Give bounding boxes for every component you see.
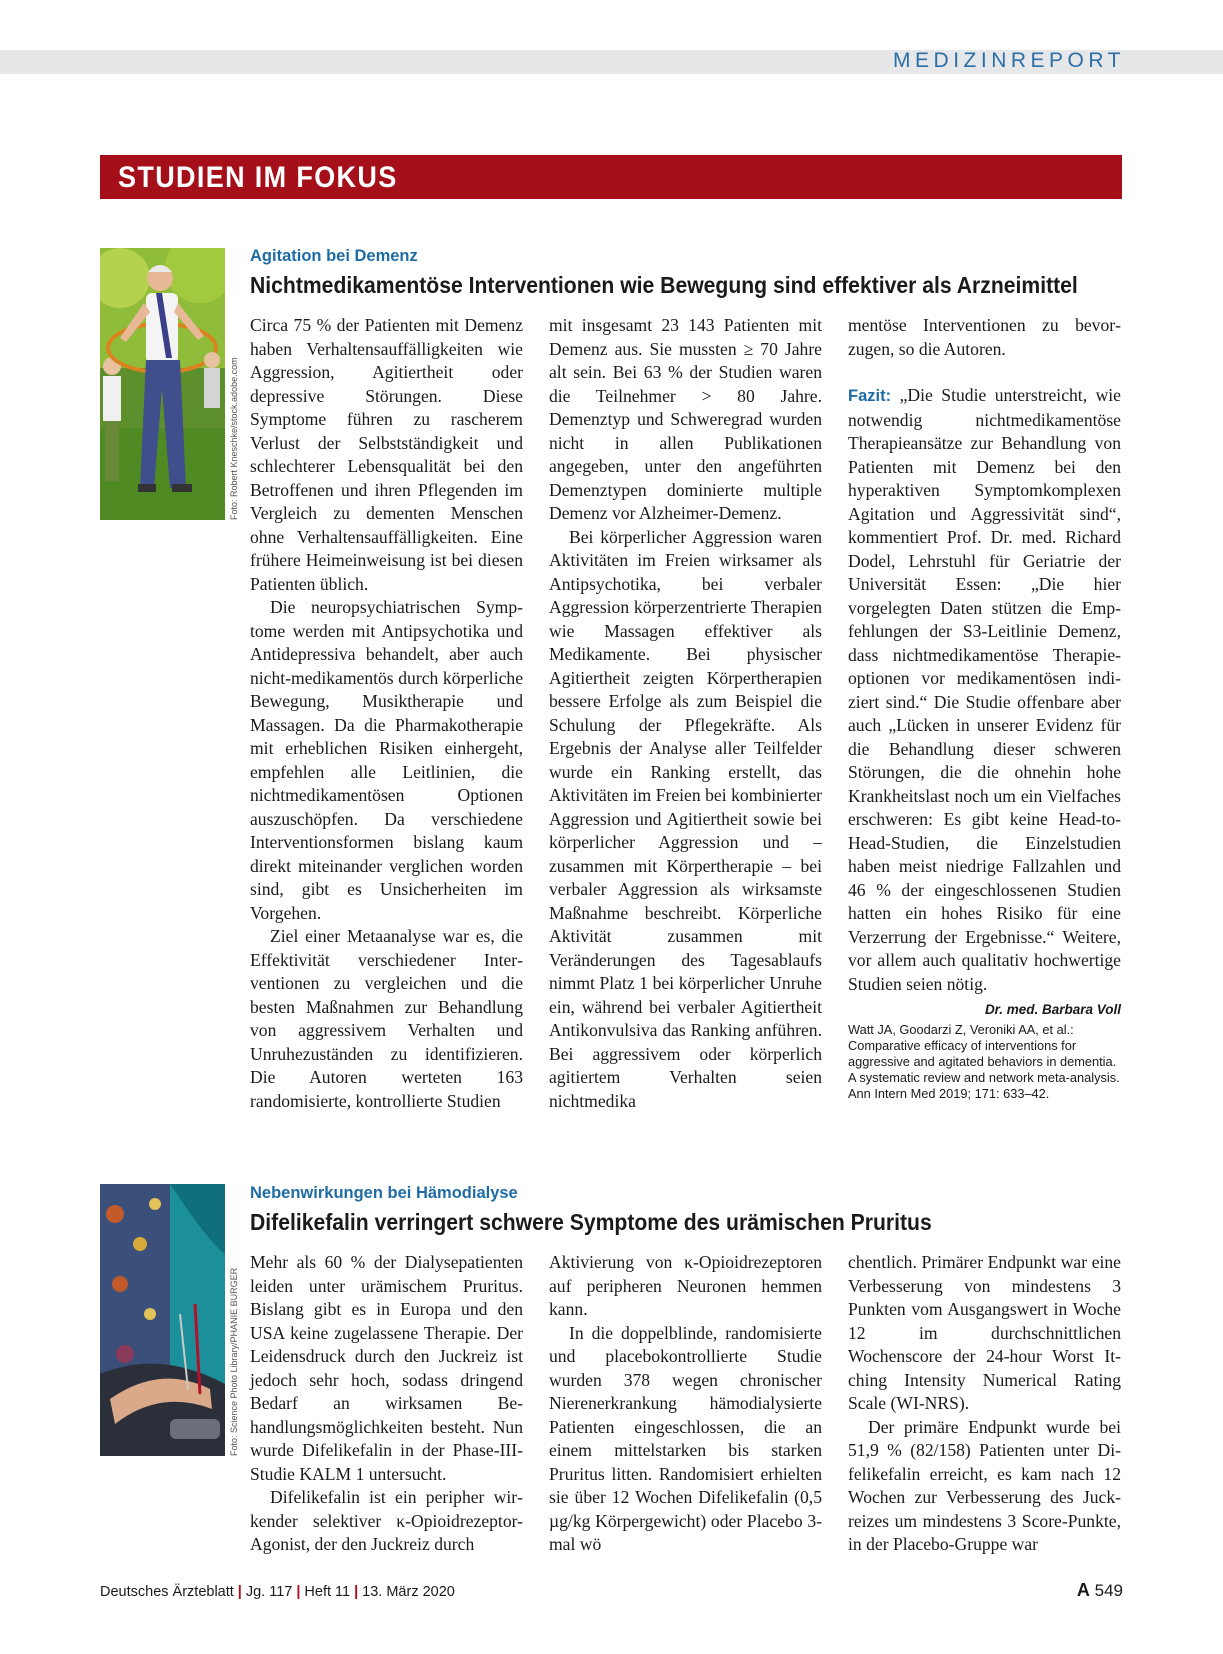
separator: |: [237, 1584, 242, 1600]
article2-column-1: [250, 1251, 523, 1557]
section-label: MEDIZINREPORT: [893, 49, 1125, 72]
article2-headline: Difelikefalin verringert schwere Symptome des urämischen Pruritus: [250, 1209, 932, 1235]
article1-headline: Nichtmedikamentöse Interventionen wie Bewegung sind effektiver als Arzneimittel: [250, 272, 1078, 298]
article2-column-3: [848, 1251, 1121, 1557]
footer-citation: [100, 1584, 455, 1600]
paragraph: Ziel einer Metaanalyse war es, die Effektivität verschiedener Interventionen zu vergleichen und die besten Maßnahmen zur Behandlung von aggressivem Verhalten und Unruhezuständen zu identifizieren. Die Autoren werteten 163 randomisierte, kontrollierte Studien: [250, 926, 523, 1111]
article1-column-3: [848, 314, 1121, 1102]
issue-date: 13. März 2020: [362, 1584, 455, 1600]
banner-title: STUDIEN IM FOKUS: [118, 161, 398, 194]
article2-photo-credit: Foto: Science Photo Library/PHANIE BURGER: [229, 1267, 239, 1456]
fazit-label: Fazit:: [848, 387, 892, 405]
article2-kicker: Nebenwirkungen bei Hämodialyse: [250, 1184, 518, 1202]
page-prefix: A: [1076, 1580, 1090, 1600]
paragraph: Mehr als 60 % der Dialysepatienten leiden unter urämischem Pruritus. Bislang gibt es in Europa und den USA keine zugelassene Therapie. Der Leidensdruck durch den Juckreiz ist jedoch sehr hoch, sodass dringend Bedarf an wirksamen Behandlungsmöglichkeiten besteht. Nun wurde Difelikefalin in der Phase-III-Studie KALM 1 untersucht.: [250, 1252, 523, 1484]
article1-kicker: Agitation bei Demenz: [250, 247, 418, 265]
author-name: Dr. med. Barbara Voll: [984, 1002, 1121, 1017]
paragraph: In die doppelblinde, randomisierte und placebokontrollierte Studie wurden 378 wegen chronischer Nierenerkrankung hämodialysierte Patienten eingeschlossen, die an einem mittelstarken bis starken Pruritus litten. Randomisiert erhielten sie über 12 Wochen Difelikefalin (0,5 µg/kg Körpergewicht) oder Placebo 3-mal wö: [549, 1322, 822, 1554]
article1-column-1: [250, 314, 523, 1113]
volume: Jg. 117: [245, 1584, 293, 1600]
article1-column-2: [549, 314, 822, 1113]
paragraph: Der primäre Endpunkt wurde bei 51,9 % (82/158) Patienten unter Difelikefalin erreicht, es kam nach 12 Wochen zur Verbesserung des Juckreizes um mindestens 3 Score-Punkte, in der Placebo-Gruppe war: [848, 1416, 1121, 1554]
paragraph: mit insgesamt 23 143 Patienten mit Demenz aus. Sie mussten ≥ 70 Jahre alt sein. Bei 63 % der Studien waren die Teilnehmer > 80 Jahre. Demenztyp und Schweregrad wurden nicht in allen Publikationen angegeben, unter den angeführten Demenztypen dominierte multiple Demenz vor Alzheimer-Demenz.: [549, 315, 822, 523]
separator: |: [354, 1584, 359, 1600]
journal-name: Deutsches Ärzteblatt: [100, 1584, 234, 1600]
paragraph: chentlich. Primärer Endpunkt war eine Verbesserung von mindestens 3 Punkten vom Ausgangswert in Woche 12 im durchschnittlichen Wochenscore der 24-hour Worst Itching Intensity Numerical Rating Scale (WI-NRS).: [848, 1252, 1121, 1413]
fazit-paragraph: [848, 384, 1121, 1017]
issue: Heft 11: [304, 1584, 351, 1600]
dialysis-patient-photo: [100, 1184, 225, 1456]
fazit-text: „Die Studie unterstreicht, wie notwendig nichtmedikamentöse Therapieansätze zur Behandlung von Patienten mit Demenz bei den hyperaktiven Symptomkomplexen Agitation und Aggressivität sind“, kommentiert Prof. Dr. med. Richard Dodel, Lehrstuhl für Geriatrie der Universität Essen: „Die hier vorgelegten Daten stützen die Empfehlungen der S3-Leitlinie Demenz, dass nichtmedikamentöse Therapieoptionen vor medikamentösen indiziert sind.“ Die Studie offenbare aber auch „Lücken in unserer Evidenz für die Behandlung dieser schweren Störungen, die die ohnehin hohe Krankheitslast noch um ein Vielfaches erschweren: Es gibt keine Head-to-Head-Studien, die Einzelstudien haben meist niedrige Fallzahlen und 46 % der eingeschlossenen Studien hatten ein hohes Risiko für eine Verzerrung der Ergebnisse.“ Weitere, vor allem auch qualitativ hochwertige Studien seien nötig.: [848, 385, 1121, 994]
article2-column-2: [549, 1251, 822, 1557]
senior-exercise-photo: [100, 248, 225, 520]
paragraph: Difelikefalin ist ein peripher wirkender selektiver κ-Opioidrezeptor-Agonist, der den Juckreiz durch: [250, 1487, 523, 1554]
page-number-value: 549: [1094, 1581, 1123, 1600]
reference: Watt JA, Goodarzi Z, Veroniki AA, et al.: Comparative efficacy of interventions for aggressive and agitated behaviors in dementia. A systematic review and network meta-analysis. Ann Intern Med 2019; 171: 633–42.: [848, 1021, 1120, 1101]
article1-photo: [100, 248, 225, 520]
paragraph: Circa 75 % der Patienten mit Demenz haben Verhaltensauffälligkeiten wie Aggression, Agitiertheit oder depressive Störungen. Diese Symptome führen zu rascherem Verlust der Selbstständigkeit und schlechterer Lebensqualität bei den Betroffenen und ihren Pflegenden im Vergleich zu dementen Menschen ohne Verhaltensauffälligkeiten. Eine frühere Heimeinweisung ist bei diesen Patienten üblich.: [250, 315, 523, 594]
paragraph: Bei körperlicher Aggression waren Aktivitäten im Freien wirksamer als Antipsychotika, bei verbaler Aggression körperzentrierte Therapien wie Massagen effektiver als Medikamente. Bei physischer Agitiertheit zeigten Körpertherapien bessere Erfolge als zum Beispiel die Schulung der Pflegekräfte. Als Ergebnis der Analyse aller Teilfelder wurde ein Ranking erstellt, das Aktivitäten im Freien bei kombinierter Aggression und Agitiertheit sowie bei körperlicher Aggression und – zusammen mit Körpertherapie – bei verbaler Aggression als wirksamste Maßnahme beschreibt. Körperliche Aktivität zusammen mit Veränderungen des Tagesablaufs nimmt Platz 1 bei körperlicher Unruhe ein, während bei verbaler Agitiertheit Antikonvulsiva das Ranking anführen. Bei aggressivem oder körperlich agitiertem Verhalten seien nichtmedika: [549, 526, 822, 1111]
section-banner: [100, 155, 1122, 199]
separator: |: [296, 1584, 301, 1600]
page-number: [1077, 1580, 1123, 1601]
article2-photo: [100, 1184, 225, 1456]
paragraph: Die neuropsychiatrischen Symptome werden mit Antipsychotika und Antidepressiva behandelt, aber auch nicht-medikamentös durch körperliche Bewegung, Musiktherapie und Massagen. Da die Pharmakotherapie mit erheblichen Risiken einhergeht, empfehlen alle Leitlinien, die nichtmedikamentösen Optionen auszuschöpfen. Da verschiedene Interventionsformen bislang kaum direkt miteinander verglichen worden sind, gibt es Unsicherheiten im Vorgehen.: [250, 597, 523, 923]
article1-photo-credit: Foto: Robert Kneschke/stock.adobe.com: [229, 357, 239, 520]
paragraph: mentöse Interventionen zu bevorzugen, so die Autoren.: [848, 315, 1121, 359]
paragraph: Aktivierung von κ-Opioidrezeptoren auf peripheren Neuronen hemmen kann.: [549, 1252, 822, 1319]
